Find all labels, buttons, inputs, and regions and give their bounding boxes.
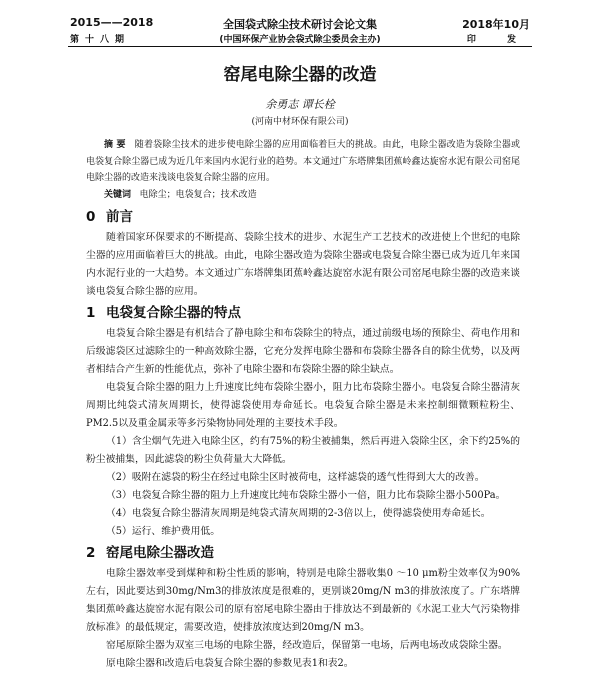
header-printed: 印 发 [466, 35, 530, 45]
body-paragraph: 原电除尘器和改造后电袋复合除尘器的参数见表1和表2。 [106, 658, 354, 669]
abstract-text: 随着袋除尘技术的进步使电除尘器的应用面临着巨大的挑战。由此，电除尘器改造为袋除尘器或电袋复合除尘器已成为近几年来国内水泥行业的趋势。本文通过广东塔牌集团蕉岭鑫达旋窑水泥有限公司窑尾电除尘器的改造来浅谈电袋复合除尘器的应用。 [86, 140, 520, 183]
header-rule [68, 46, 532, 47]
section-title: 前言 [106, 209, 133, 225]
keywords-label: 关键词 [104, 190, 132, 200]
section-title: 窑尾电除尘器改造 [106, 545, 214, 561]
list-item: （4）电袋复合除尘器清灰周期是纯袋式清灰周期的2-3倍以上，使得滤袋使用寿命延长。 [106, 508, 491, 519]
header-issue: 第十八期 [70, 35, 131, 45]
paper-authors: 余勇志 谭长栓 [265, 98, 335, 111]
list-item: （1）含尘烟气先进入电除尘区，约有75%的粉尘被捕集，然后再进入袋除尘区，余下约25%的粉尘被捕集，因此滤袋的粉尘负荷量大大降低。 [86, 436, 520, 465]
header-date: 2018年10月 [462, 18, 530, 31]
body-paragraph: 电除尘器效率受到煤种和粉尘性质的影响，特别是电除尘器收集0 ～10 μm粉尘效率仅为90%左右，因此要达到30mg/Nm3的排放浓度是很难的，更别谈20mg/N m3的排放浓度了。广东塔牌集团蕉岭鑫达旋窑水泥有限公司的原有窑尾电除尘器由于排放达不到最新的《水泥工业大气污染物排放标准》的最低规定，需要改造，使排放浓度达到20mg/N m3。 [86, 568, 520, 633]
section-number: 0 [86, 209, 96, 225]
list-item: （3）电袋复合除尘器的阻力上升速度比纯布袋除尘器小一倍，阻力比布袋除尘器小500Pa。 [106, 490, 506, 501]
header-proceedings-title: 全国袋式除尘技术研讨会论文集 [223, 18, 377, 31]
abstract [86, 137, 520, 187]
body-paragraph: 电袋复合除尘器是有机结合了静电除尘和布袋除尘的特点，通过前级电场的预除尘、荷电作用和后级滤袋区过滤除尘的一种高效除尘器，它充分发挥电除尘器和布袋除尘器各自的除尘优势，以及两者相结合产生新的性能优点，弥补了电除尘器和布袋除尘器的除尘缺点。 [86, 328, 520, 375]
list-item: （5）运行、维护费用低。 [106, 526, 220, 537]
paper-title: 窑尾电除尘器的改造 [223, 65, 377, 85]
section-number: 2 [86, 545, 96, 561]
body-paragraph: 电袋复合除尘器的阻力上升速度比纯布袋除尘器小，阻力比布袋除尘器小。电袋复合除尘器清灰周期比纯袋式清灰周期长，使得滤袋使用寿命延长。电袋复合除尘器是未来控制细微颗粒粉尘、PM2.5以及重金属汞等多污染物协同处理的主要技术手段。 [86, 382, 520, 429]
header-years: 2015——2018 [70, 16, 154, 29]
section-title: 电袋复合除尘器的特点 [106, 305, 241, 321]
section-heading [86, 541, 214, 561]
keywords [104, 187, 520, 200]
section-number: 1 [86, 305, 96, 321]
section-heading [86, 205, 133, 225]
keywords-text: 电除尘；电袋复合；技术改造 [139, 190, 257, 200]
abstract-label: 摘 要 [104, 140, 126, 150]
paper-affiliation: (河南中材环保有限公司) [251, 117, 349, 127]
list-item: （2）吸附在滤袋的粉尘在经过电除尘区时被荷电，这样滤袋的透气性得到大大的改善。 [106, 472, 485, 483]
body-paragraph: 窑尾原除尘器为双室三电场的电除尘器，经改造后，保留第一电场，后两电场改成袋除尘器。 [106, 640, 508, 651]
body-paragraph: 随着国家环保要求的不断提高、袋除尘技术的进步、水泥生产工艺技术的改进使上个世纪的电除尘器的应用面临着巨大的挑战。由此，电除尘器改造为袋除尘器或电袋复合除尘器已成为近几年来国内水泥行业的一大趋势。本文通过广东塔牌集团蕉岭鑫达旋窑水泥有限公司窑尾电除尘器的改造来谈谈电袋复合除尘器的应用。 [86, 232, 520, 297]
header-organizer: (中国环保产业协会袋式除尘委员会主办) [219, 35, 381, 45]
section-heading [86, 301, 241, 321]
running-header [70, 16, 530, 50]
